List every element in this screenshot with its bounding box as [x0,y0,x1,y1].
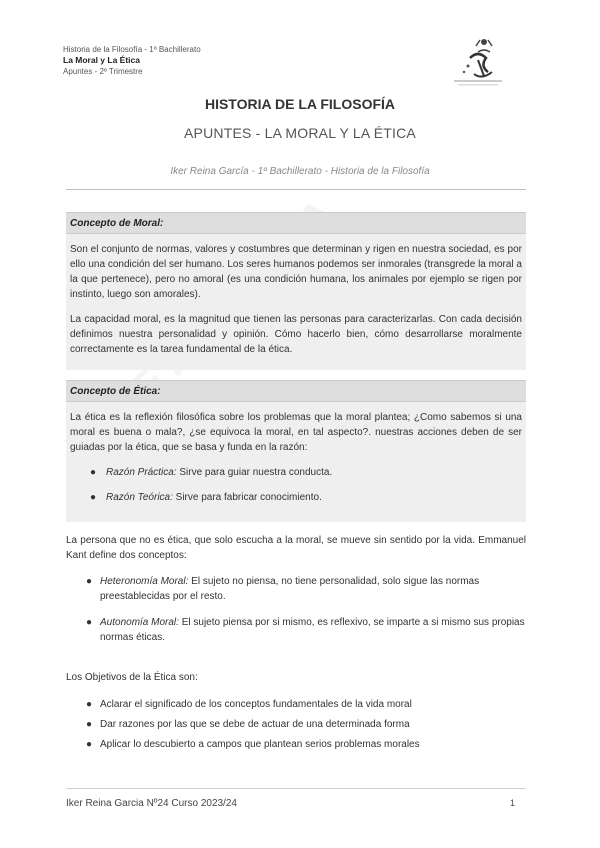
list-item [66,574,526,604]
autonomia-term: Autonomía Moral: [100,617,179,628]
kant-list [66,574,526,645]
list-item [66,697,526,712]
heteronomia-term: Heteronomía Moral: [100,576,189,587]
list-item [70,465,522,480]
objetivo-text: Aplicar lo descubierto a campos que plantean serios problemas morales [100,739,420,750]
author-line: Iker Reina García - 1º Bachillerato - Historia de la Filosofía [170,166,430,177]
moral-paragraph-2: La capacidad moral, es la magnitud que tienen las personas para caracterizarlas. Con cada decisión definimos nuestra personalidad y opinión. Cómo hacerlo bien, cómo desarrollarse moralmente correctamente es la tarea fundamental de la ética. [70,314,522,355]
objetivo-text: Aclarar el significado de los conceptos fundamentales de la vida moral [100,699,412,710]
header-course: Historia de la Filosofía - 1º Bachillerato [63,45,201,54]
objetivos-list [66,697,526,752]
razon-list [70,465,522,505]
document-title: HISTORIA DE LA FILOSOFÍA [204,96,396,112]
page-header [63,44,201,77]
bullet-icon: ● [86,617,93,628]
school-logo-icon [448,36,508,88]
bullet-icon: ● [86,739,93,750]
footer-divider [66,788,526,789]
moral-paragraph-1: Son el conjunto de normas, valores y costumbres que determinan y rigen en nuestra sociedad, es por ello una condición del ser humano. Los seres humanos podemos ser inmorales (transgrede la moral a la que pertenece), pero no amoral (es una condición humana, los animales por ejemplo se rigen por instinto, luego son amorales). [70,244,522,300]
objetivo-text: Dar razones por las que se debe de actuar de una determinada forma [100,719,410,730]
etica-paragraph: La ética es la reflexión filosófica sobre los problemas que la moral plantea; ¿Como sabemos si una moral es buena o mala?, ¿se equivoca la moral, en tal aspecto?. nuestras acciones deben de ser guiadas por la ética, que se basa y funda en la razón: [70,412,522,453]
objetivos-intro: Los Objetivos de la Ética son: [66,672,198,683]
header-topic: La Moral y La Ética [63,55,140,65]
header-term: Apuntes - 2º Trimestre [63,67,143,76]
document-subtitle: APUNTES - LA MORAL Y LA ÉTICA [184,125,416,141]
bullet-icon: ● [90,492,97,503]
footer-text: Iker Reina Garcia Nº24 Curso 2023/24 [66,798,237,809]
autonomia-text: El sujeto piensa por si mismo, es reflexivo, se imparte a si mismo sus propias normas éticas. [100,617,525,643]
kant-intro: La persona que no es ética, que solo escucha a la moral, se mueve sin sentido por la vida. Emmanuel Kant define dos conceptos: [66,535,526,561]
razon-teorica-term: Razón Teórica: [106,492,173,503]
list-item [66,737,526,752]
razon-practica-text: Sirve para guiar nuestra conducta. [176,467,333,478]
moral-heading: Concepto de Moral: [66,212,526,234]
bullet-icon: ● [86,576,93,587]
kant-section [66,533,526,645]
objetivos-section [66,670,526,752]
list-item [66,717,526,732]
list-item [66,615,526,645]
bullet-icon: ● [86,719,93,730]
title-divider [66,189,526,190]
page-number: 1 [510,798,516,808]
razon-teorica-text: Sirve para fabricar conocimiento. [172,492,322,503]
moral-box [66,234,526,370]
etica-heading: Concepto de Ética: [66,380,526,402]
etica-box [66,402,526,522]
bullet-icon: ● [86,699,93,710]
razon-practica-term: Razón Práctica: [106,467,177,478]
list-item [70,490,522,505]
heteronomia-text: El sujeto no piensa, no tiene personalidad, solo sigue las normas preestablecidas por el resto. [100,576,480,602]
bullet-icon: ● [90,467,97,478]
